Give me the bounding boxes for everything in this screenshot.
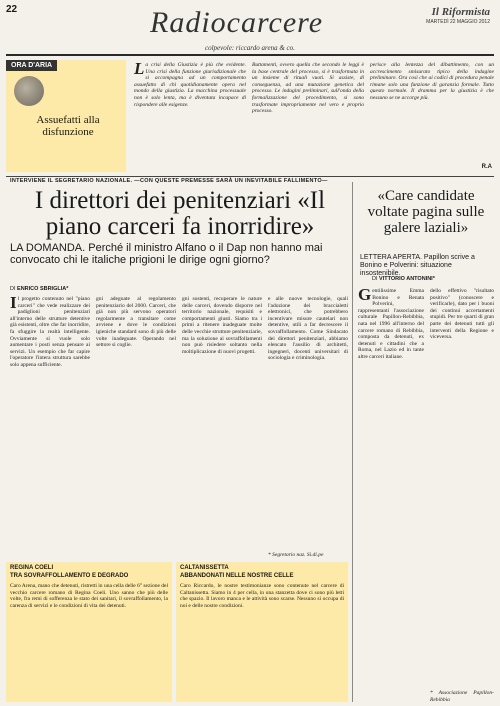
regina-coeli-body: Caro Arena, mano che detenuti, ristretti in una cella delle 6° sezione del vecchio carcere romano di Regina Coeli. Uno sanno che più delle volte, fra remi di sofferenza le stato dei sanitari, il sovraffollamento, la carenza di servizi e le condizioni di vita dei detenuti.	[10, 583, 168, 609]
caltanissetta-headline: ABBANDONATI NELLE NOSTRE CELLE	[180, 573, 294, 579]
main-kicker: INTERVIENE IL SEGRETARIO NAZIONALE. —CON QUESTE PREMESSE SARÀ UN INEVITABILE FALLIMENTO—	[10, 178, 328, 184]
right-byline-name: VITTORIO ANTONINI*	[379, 276, 435, 282]
main-col-4: e alle nuove tecnologie, quali l'adozione dei braccialetti elettronici, che potrebbero incentivare misure cautelari non detentive, utili a far decrescere il sovraffollamento. Come Sindacato dei direttori penitenziari, abbiamo elencato l'ausilio di architetti, ingegneri, docenti universitari di sociologia e criminologia.	[268, 296, 348, 362]
main-footnote: * Segretario naz. Si.di.pe	[268, 552, 324, 558]
right-col-2: dello effettivo "risultato positivo" (conoscere e verificarle), dato per i buoni dei continui accertamenti stupidi. Per tre quarti di gran parte dei detenuti tutti gli interventi della Regione e viceversa.	[430, 288, 494, 341]
main-byline	[10, 286, 68, 292]
caltanissetta-body: Caro Riccardo, le nostre testimonianze sono contenute nel carcere di Caltanissetta. Siamo in 4 per cella, in una stanzetta dove ci sono più letti che spazio. Il lavoro manca e le attività sono scarse. Nessuno si occupa di noi e delle nostre condizioni.	[180, 583, 344, 609]
ora-daria-box	[6, 60, 126, 172]
editorial-signature: R.A	[481, 164, 492, 170]
main-col-3: gni sostenti, recuperare le nature delle carceri, dovendo disporre nel territorio nazionale, requisiti e comportamenti giusti. Siamo tra i primi a ritenere inadeguate molte delle vecchie strutture penitenziarie, ma la soluzione ai sovraffollamenti non può risiedere soltanto nella moltiplicazione di nuovi progetti.	[182, 296, 262, 355]
right-col-1: Gentilissime Emma Bonino e Renata Polverini, rappresentanti l'associazione culturale Papillon-Rebibbia, nata nel 1996 all'interno del carcere romano di Rebibbia, composta da detenuti, ex detenuti e cittadini che a Roma, nel Lazio ed in tante altre carceri italiane.	[358, 285, 424, 360]
regina-coeli-label: REGINA COELI	[10, 565, 54, 571]
byline-name: ENRICO SBRIGLIA*	[17, 286, 69, 292]
ora-daria-title: Assuefatti alla disfunzione	[36, 114, 100, 138]
main-col-2: gni adeguate al regolamento penitenziario del 2000. Carceri, che già non più servono operatori regolarmente a transitare come avviene e dove le condizioni igieniche standard sono di più delle volte inadeguate. Operando nel settore si coglie.	[96, 296, 176, 349]
byline-prefix: DI	[10, 286, 16, 292]
editorial-col-3: perisce alla lentezza del dibattimento, con un accrescimento smisurato tipico della indagine preliminare. Ora così che ai codici di procedura penale rimane solo una funzione di garanzia formale. Tutto questo normale. Il dramma per la giustizia è che nessuno se ne accorge più.	[370, 62, 494, 101]
main-lead: LA DOMANDA. Perché il ministro Alfano o il Dap non hanno mai convocato chi le italiche prigioni le dirige ogni giorno?	[10, 242, 323, 266]
section-title: Radiocarcere	[150, 6, 324, 39]
right-byline-prefix: DI	[372, 276, 378, 282]
regina-coeli-box	[6, 562, 172, 702]
right-headline: «Care candidate voltate pagina sulle galere laziali»	[367, 188, 485, 236]
ora-daria-label: ORA D'ARIA	[6, 60, 57, 71]
main-headline: I direttori dei penitenziari «Il piano carceri fa inorridire»	[34, 187, 326, 240]
regina-coeli-headline: TRA SOVRAFFOLLAMENTO E DEGRADO	[10, 573, 129, 579]
editorial-col-2: Buttamenti, ovvero quella che secondo le leggi è la base centrale del processo, si è trasformata in un insieme di rituali vuoti. Si assiste, di conseguenza, ad una mutazione genetica del processo. Le indagini preliminari, sull'onda della formalizzazione del procedimento, si sono trasformate impropriamente nel vero e proprio processo.	[252, 62, 364, 115]
main-col-1: Il progetto contenuto nel "piano carceri" che vede realizzare dei padiglioni penitenziari all'interno delle strutture detentive già esistenti, oltre che far inorridire, fa sfuggire la realtà intelligente. Ovviamente si vuole solo aumentare i posti senza pensare ai servizi. Un esempio che far capire l'operatore l'intera struttura sarebbe solo appena sufficiente.	[10, 293, 90, 368]
paper-date: MARTEDÌ 22 MAGGIO 2012	[426, 19, 490, 25]
right-byline	[372, 276, 435, 282]
column-divider	[352, 182, 353, 702]
author-photo	[14, 76, 44, 106]
caltanissetta-label: CALTANISSETTA	[180, 565, 229, 571]
editorial-col-1: La crisi della Giustizia è più che evidente. Una crisi della funzione giurisdizionale che si accompagna ad un comportamento assuefatto di chi quotidianamente opera nel mondo della giustizia. La macchina processuale non è solo lenta, ma è diventata incapace di rispondere alle esigenze.	[134, 59, 246, 108]
right-footnote: * Associazione Papillon-Rebibbia	[430, 690, 494, 703]
masthead-rule	[6, 54, 494, 56]
paper-name: Il Riformista	[431, 6, 490, 18]
page-number: 22	[6, 4, 18, 15]
right-lead: LETTERA APERTA. Papillon scrive a Bonino e Polverini: situazione insostenibile.	[360, 254, 475, 277]
section-credit: colpevole: riccardo arena & co.	[205, 44, 295, 52]
section-rule	[6, 176, 494, 177]
page-number-block	[6, 4, 17, 15]
caltanissetta-box	[176, 562, 348, 702]
